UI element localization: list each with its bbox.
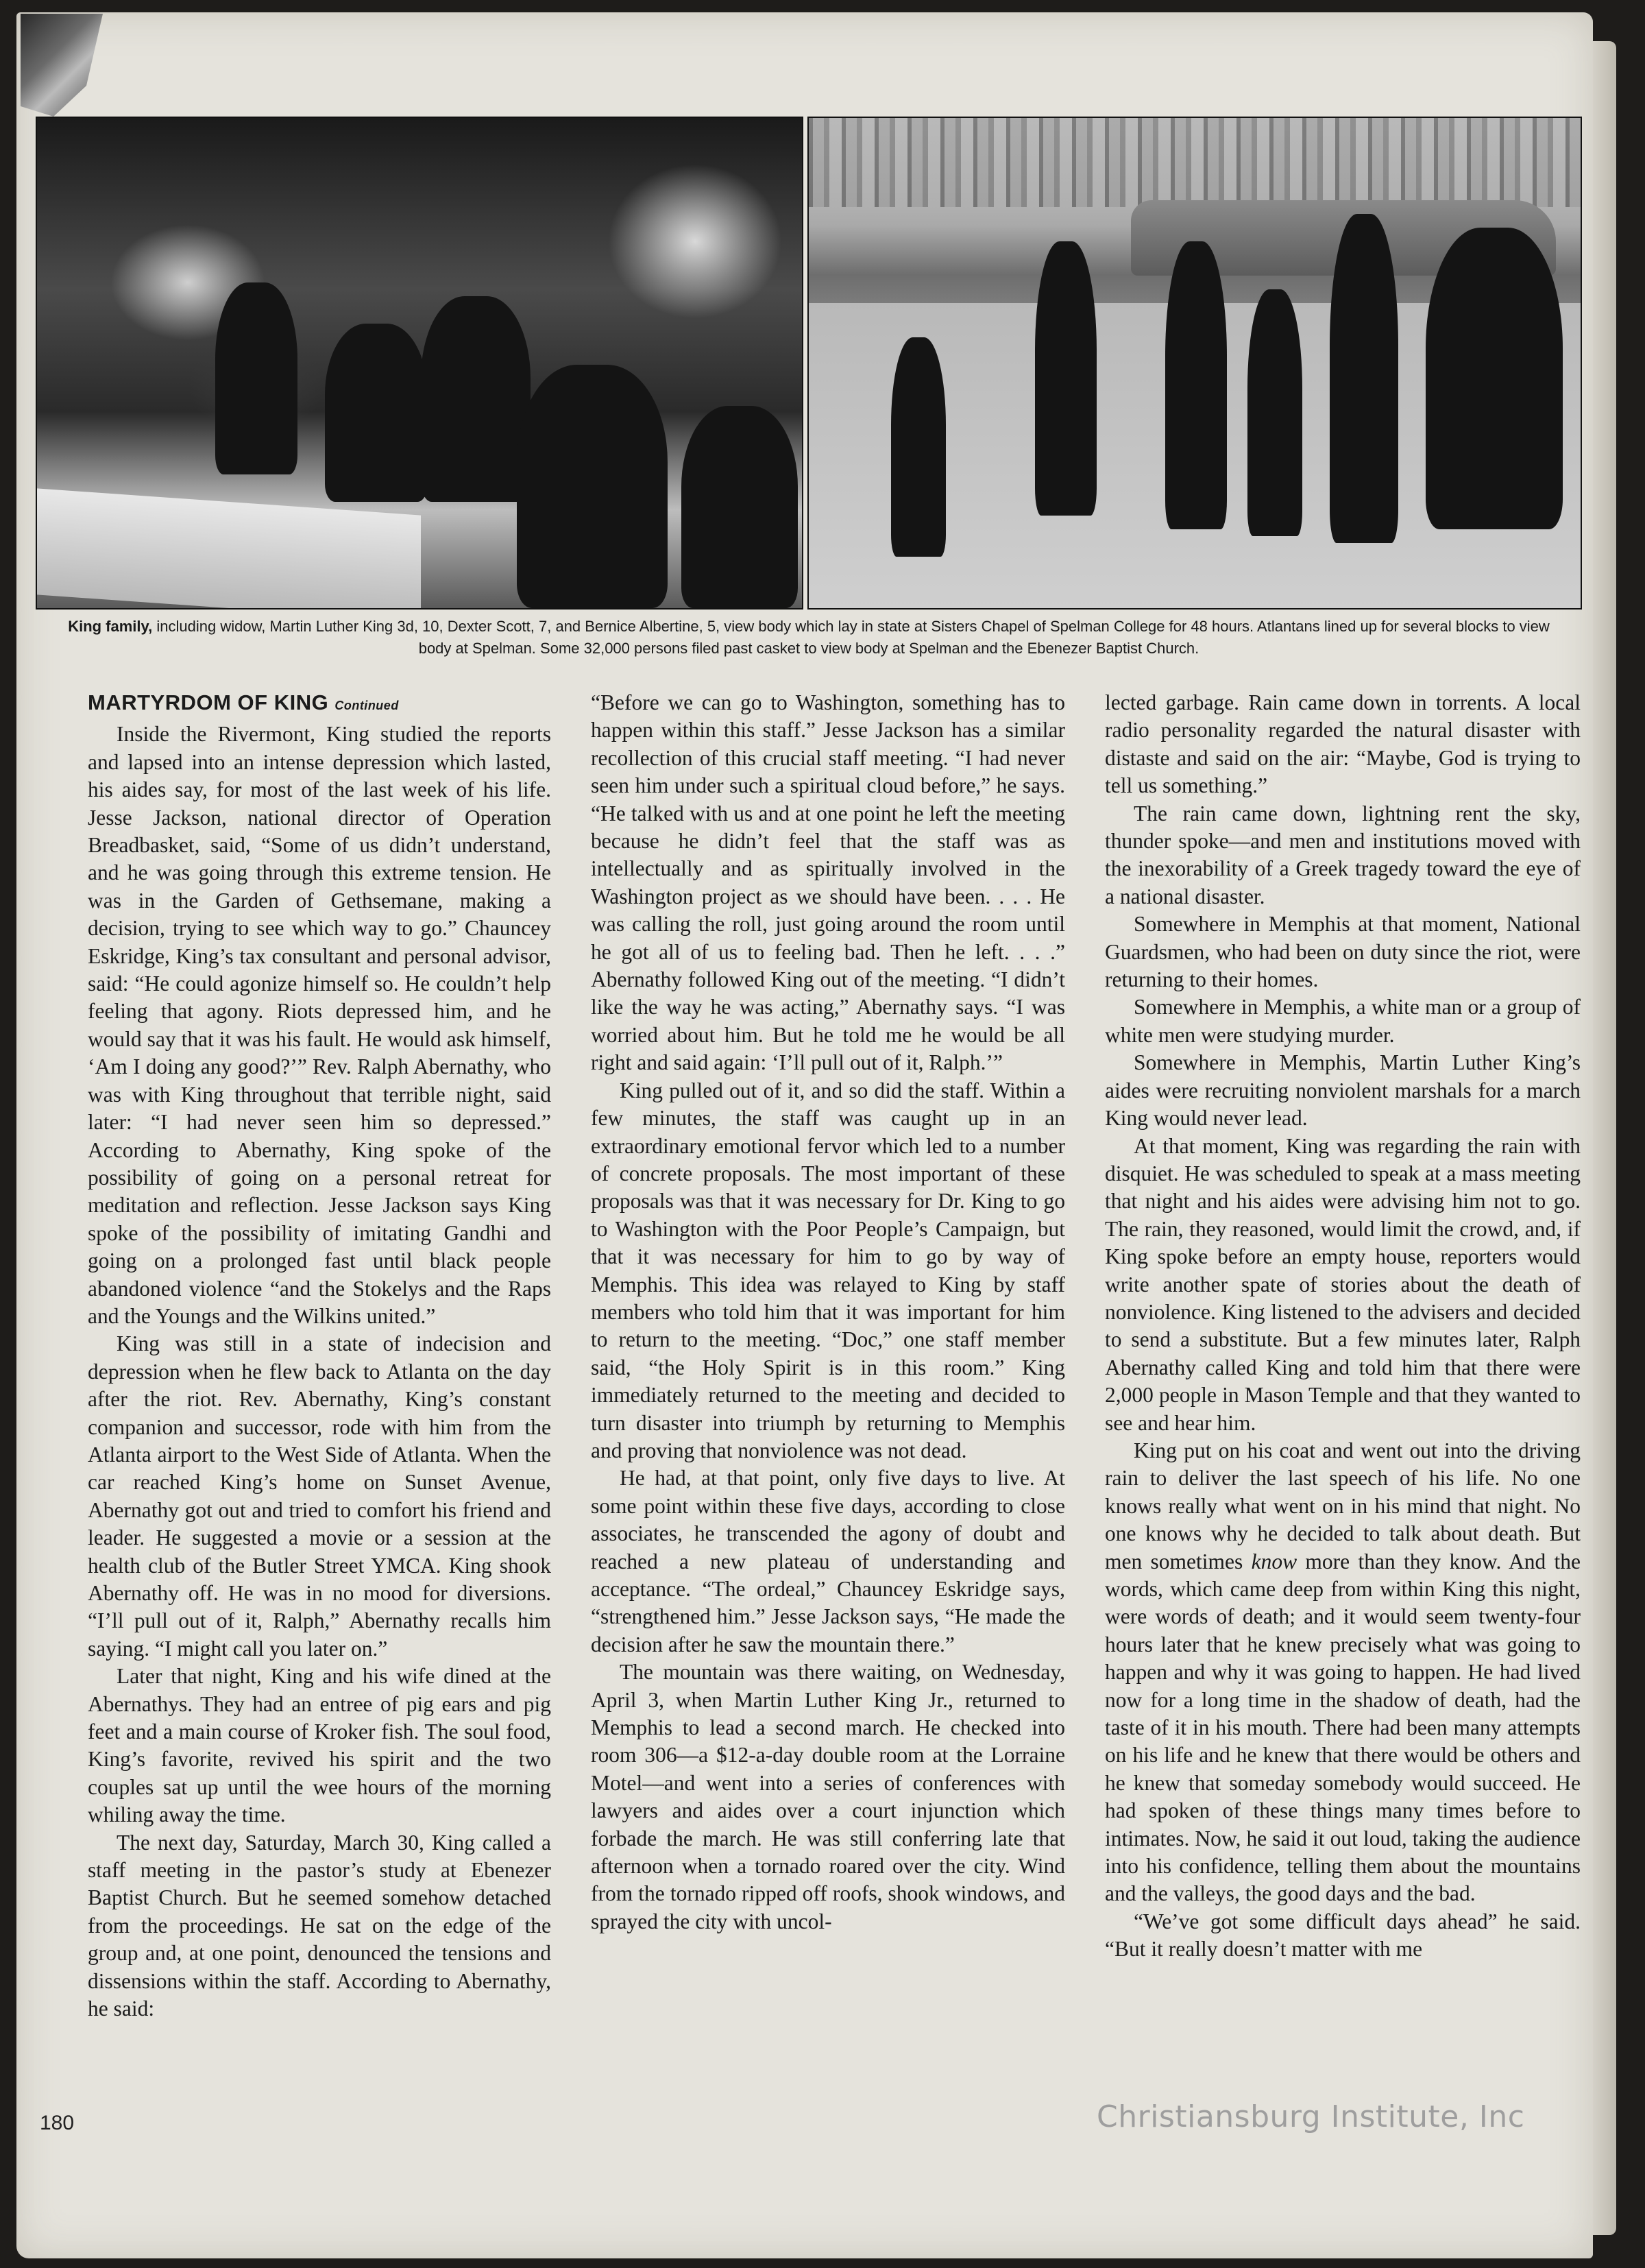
watermark: Christiansburg Institute, Inc [1097,2099,1525,2134]
paragraph: Somewhere in Memphis, a white man or a group of white men were studying murder. [1105,995,1581,1047]
page-number: 180 [40,2112,75,2134]
paragraph: Later that night, King and his wife dined at the Abernathys. They had an entree of pig ears and pig feet and a main course of Kroker fish. The soul food, King’s favorite, revived his spirit and the two couples sat up until the wee hours of the morning whiling away the time. [88,1664,551,1827]
paragraph: Somewhere in Memphis at that moment, National Guardsmen, who had been on duty since the riot, were returning to their homes. [1105,912,1581,992]
mourner-figure [1247,289,1302,536]
article-headline [88,689,551,719]
paragraph: “We’ve got some difficult days ahead” he said. “But it really doesn’t matter with me [1105,1909,1581,1962]
paragraph: The next day, Saturday, March 30, King called a staff meeting in the pastor’s study at Ebenezer Baptist Church. But he seemed somehow detached from the proceedings. He sat on the edge of the group and, at one point, denounced the tensions and dissensions within the staff. According to Abernathy, he said: [88,1830,551,2021]
article-column-3 [1105,689,1581,1964]
paragraph: King pulled out of it, and so did the staff. Within a few minutes, the staff was caught up in an extraordinary emotional fervor which led to a number of concrete proposals. The most important of these proposals was that it was necessary for Dr. King to go to Washington with the Poor People’s Campaign, but that it was necessary for him to go by way of Memphis. This idea was relayed to King by staff members who told him that it was important for him to return to the meeting. “Doc,” one staff member said, “the Holy Spirit is in this room.” King immediately returned to the meeting and decided to turn disaster into triumph by returning to Memphis and proving that nonviolence was not dead. [591,1078,1065,1462]
photo-caption [55,616,1563,660]
paragraph: The mountain was there waiting, on Wednesday, April 3, when Martin Luther King Jr., returned to Memphis to lead a second march. He checked into room 306—a $12-a-day double room at the Lorraine Motel—and went into a series of conferences with lawyers and aides over a court injunction which forbade the march. He was still conferring late that afternoon when a tornado roared over the city. Wind from the tornado ripped off roofs, shook windows, and sprayed the city with uncol- [591,1660,1065,1933]
caption-lead: King family, [68,618,153,635]
paragraph: King was still in a state of indecision and depression when he flew back to Atlanta on the day after the riot. Rev. Abernathy, King’s constant companion and successor, rode with him from the Atlanta airport to the West Side of Atlanta. When the car reached King’s home on Sunset Avenue, Abernathy got out and tried to comfort his friend and leader. He suggested a movie or a session at the health club of the Butler Street YMCA. King shook Abernathy off. He was in no mood for diversions. “I’ll pull out of it, Ralph,” Abernathy recalls him saying. “I might call you later on.” [88,1331,551,1661]
mourner-figure [891,337,946,557]
bare-trees [809,118,1581,207]
mourner-figure [1426,228,1563,529]
casket [37,488,421,610]
paragraph: lected garbage. Rain came down in torrents. A local radio personality regarded the natural disaster with distaste and said on the air: “Maybe, God is trying to tell us something.” [1105,690,1581,798]
mourner-figure [517,365,668,608]
mourner-figure [421,296,531,502]
continued-label: Continued [334,699,399,712]
paragraph: “Before we can go to Washington, something has to happen within this staff.” Jesse Jackson has a similar recollection of this crucial staff meeting. “I had never seen him under such a spiritual cloud before,” he says. “He talked with us and at one point he left the meeting because he didn’t feel that the staff was as intellectually and as spiritually involved in the Washington project as we should have been. . . . He was calling the roll, just going around the room until he got all of us to feeling bad. Then he left. . . .” Abernathy followed King out of the meeting. “I didn’t like the way he was acting,” Abernathy says. “I was worried about him. But he told me he would be all right and said again: ‘I’ll pull out of it, Ralph.’” [591,690,1065,1075]
mourner-figure [325,324,428,502]
paragraph: Inside the Rivermont, King studied the reports and lapsed into an intense depression which lasted, his aides say, for most of the last week of his life. Jesse Jackson, national director of Operation Breadbasket, said, “Some of us didn’t understand, and he was going through this extreme tension. He was in the Garden of Gethsemane, making a decision, trying to see which way to go.” Chauncey Eskridge, King’s tax consultant and personal advisor, said: “He could agonize himself so. He couldn’t help feeling that agony. Riots depressed him, and he would say that it was his fault. He would ask himself, ‘Am I doing any good?’” Rev. Ralph Abernathy, who was with King throughout that terrible night, said later: “I had never seen him so depressed.” According to Abernathy, King spoke of the possibility of going on a personal retreat for meditation and reflection. Jesse Jackson says King spoke of the possibility of imitating Gandhi and going on a prolonged fast until black people abandoned violence “and the Stokelys and the Raps and the Youngs and the Wilkins united.” [88,722,551,1328]
mourner-figure [1330,214,1398,543]
emphasis-word: know [1251,1549,1297,1573]
page-edge-shadow [1589,41,1616,2235]
mourners-line-photo [807,117,1582,610]
paragraph: He had, at that point, only five days to live. At some point within these five days, according to close associates, he transcended the agony of doubt and reached a new plateau of understanding and acceptance. “The ordeal,” Chauncey Eskridge says, “strengthened him.” Jesse Jackson says, “He made the decision after he saw the mountain there.” [591,1466,1065,1656]
mourner-figure [1165,241,1227,529]
article-column-1 [88,689,551,2023]
article-column-2 [591,689,1065,1935]
mourner-figure [681,406,798,608]
paragraph: The rain came down, lightning rent the sky, thunder spoke—and men and institutions moved with the inexorability of a Greek tragedy toward the eye of a national disaster. [1105,801,1581,908]
mourner-figure [1035,241,1097,516]
paragraph-part: King put on his coat and went out into the driving rain to deliver the last speech of his life. No one knows really what went on in his mind that night. No one knows why he decided to talk about death. But men sometimes [1105,1438,1581,1573]
funeral-viewing-photo [36,117,803,610]
caption-text: including widow, Martin Luther King 3d, 10, Dexter Scott, 7, and Bernice Albertine, 5, view body which lay in state at Sisters Chapel of Spelman College for 48 hours. Atlantans lined up for several blocks to view body at Spelman. Some 32,000 persons filed past casket to view body at Spelman and the Ebenezer Baptist Church. [156,618,1550,657]
headline-text: MARTYRDOM OF KING [88,690,329,714]
paragraph: At that moment, King was regarding the rain with disquiet. He was scheduled to speak at a mass meeting that night and his aides were advising him not to go. The rain, they reasoned, would limit the crowd, and, if King spoke before an empty house, reporters would write another spate of stories about the death of nonviolence. King listened to the advisers and decided to send a substitute. But a few minutes later, Ralph Abernathy called King and told him that there were 2,000 people in Mason Temple and that they wanted to see and hear him. [1105,1133,1581,1435]
mourner-figure [215,282,297,474]
paragraph: Somewhere in Memphis, Martin Luther King’s aides were recruiting nonviolent marshals for a march King would never lead. [1105,1050,1581,1131]
paragraph [1105,1437,1581,1908]
paragraph-part: more than they know. And the words, which came deep from within King this night, were words of death; and it would seem twenty-four hours later that he knew precisely what was going to happen and why it was going to happen. He had lived now for a long time in the shadow of death, had the taste of it in his mouth. There had been many attempts on his life and he knew that there would be others and he knew that someday somebody would succeed. He had spoken of these things many times before to intimates. Now, he said it out loud, taking the audience into his confidence, telling them about the mountains and the valleys, the good days and the bad. [1105,1549,1581,1906]
